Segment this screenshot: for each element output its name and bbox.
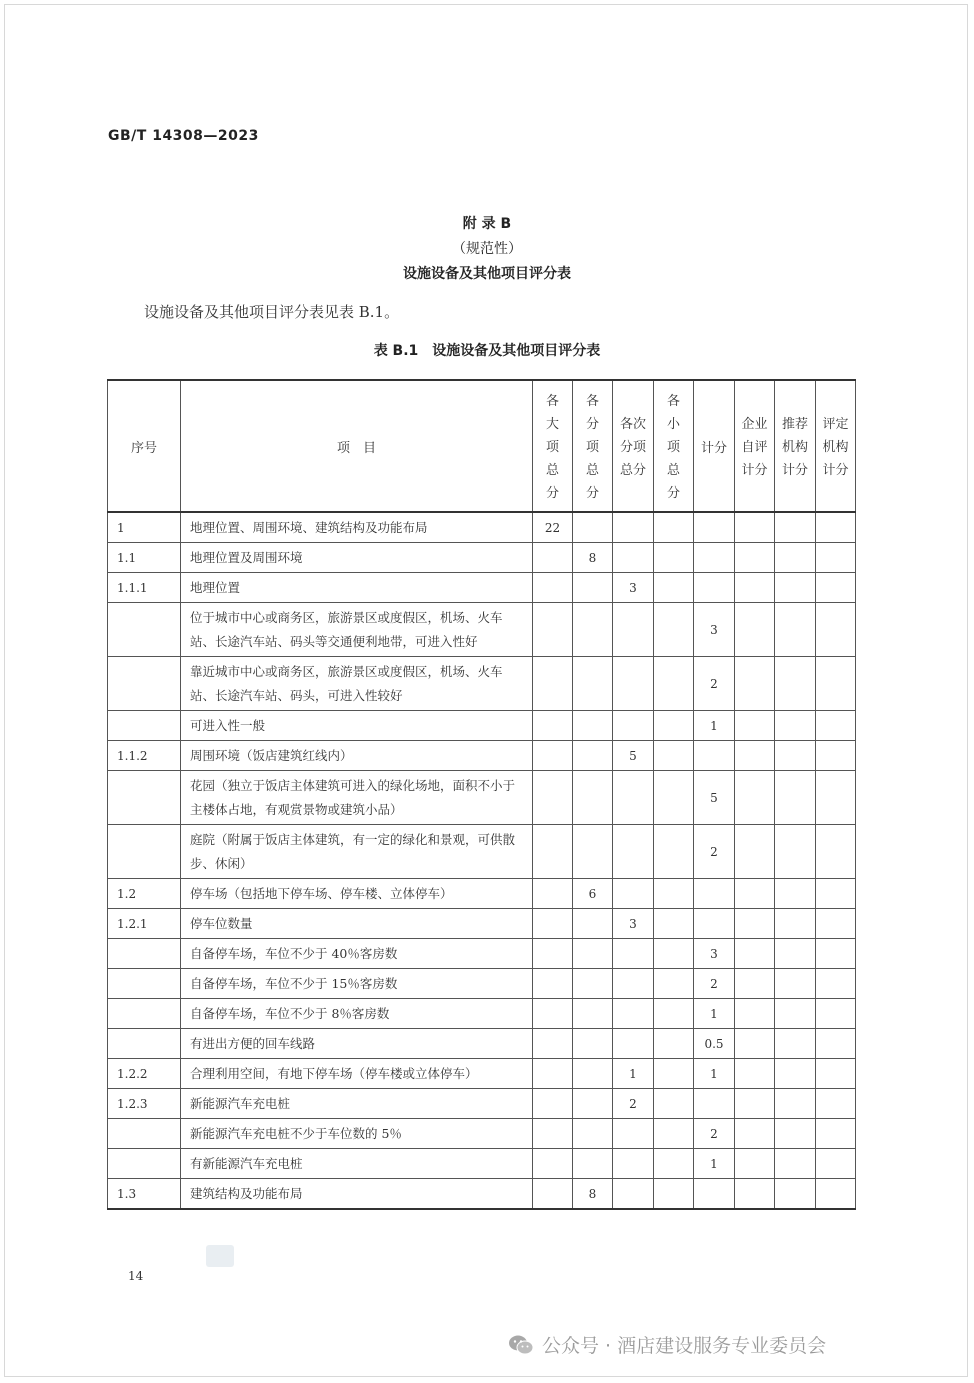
- row-rating: [816, 741, 856, 771]
- header-major-total: 各 大 项 总 分: [533, 380, 573, 512]
- row-secondary-total: [613, 999, 654, 1029]
- intro-paragraph: 设施设备及其他项目评分表见表 B.1。: [144, 303, 400, 321]
- row-item: 周围环境（饭店建筑红线内）: [181, 741, 533, 771]
- row-seq: [108, 1029, 181, 1059]
- row-rating: [816, 909, 856, 939]
- row-seq: [108, 999, 181, 1029]
- header-rating: 评定 机构 计分: [816, 380, 856, 512]
- row-minor-total: [654, 603, 694, 657]
- row-secondary-total: 1: [613, 1059, 654, 1089]
- row-major-total: [533, 771, 573, 825]
- row-minor-total: [654, 879, 694, 909]
- row-score: 2: [694, 657, 735, 711]
- row-score: 2: [694, 825, 735, 879]
- row-minor-total: [654, 543, 694, 573]
- row-secondary-total: 5: [613, 741, 654, 771]
- table-row: [108, 939, 856, 969]
- row-minor-total: [654, 512, 694, 543]
- row-rating: [816, 939, 856, 969]
- row-major-total: [533, 969, 573, 999]
- row-rating: [816, 1179, 856, 1210]
- row-minor-total: [654, 825, 694, 879]
- row-item: 停车位数量: [181, 909, 533, 939]
- row-sub-total: [573, 1089, 613, 1119]
- row-item: 位于城市中心或商务区，旅游景区或度假区，机场、火车站、长途汽车站、码头等交通便利地带，可进入性好: [181, 603, 533, 657]
- row-item: 花园（独立于饭店主体建筑可进入的绿化场地，面积不小于主楼体占地，有观赏景物或建筑小品）: [181, 771, 533, 825]
- row-sub-total: [573, 825, 613, 879]
- row-score: 2: [694, 969, 735, 999]
- row-item: 新能源汽车充电桩不少于车位数的 5％: [181, 1119, 533, 1149]
- row-seq: [108, 1119, 181, 1149]
- row-secondary-total: [613, 1029, 654, 1059]
- row-seq: 1.2.1: [108, 909, 181, 939]
- row-self-eval: [735, 711, 775, 741]
- row-major-total: [533, 657, 573, 711]
- row-recommend: [775, 939, 816, 969]
- watermark-text: 公众号 · 酒店建设服务专业委员会: [542, 1335, 827, 1357]
- row-seq: [108, 711, 181, 741]
- row-minor-total: [654, 1119, 694, 1149]
- row-self-eval: [735, 879, 775, 909]
- row-item: 地理位置及周围环境: [181, 543, 533, 573]
- row-self-eval: [735, 1029, 775, 1059]
- table-row: [108, 543, 856, 573]
- row-minor-total: [654, 999, 694, 1029]
- row-self-eval: [735, 909, 775, 939]
- row-sub-total: [573, 939, 613, 969]
- row-item: 合理利用空间，有地下停车场（停车楼或立体停车）: [181, 1059, 533, 1089]
- row-sub-total: [573, 969, 613, 999]
- row-self-eval: [735, 825, 775, 879]
- table-row: [108, 603, 856, 657]
- row-recommend: [775, 741, 816, 771]
- row-minor-total: [654, 771, 694, 825]
- header-self-eval: 企业 自评 计分: [735, 380, 775, 512]
- row-score: 3: [694, 939, 735, 969]
- row-recommend: [775, 969, 816, 999]
- row-score: 1: [694, 1149, 735, 1179]
- row-seq: 1.2.3: [108, 1089, 181, 1119]
- row-major-total: [533, 999, 573, 1029]
- header-score: 计分: [694, 380, 735, 512]
- row-score: 1: [694, 1059, 735, 1089]
- row-sub-total: [573, 771, 613, 825]
- row-self-eval: [735, 1119, 775, 1149]
- row-major-total: 22: [533, 512, 573, 543]
- table-row: [108, 573, 856, 603]
- row-item: 可进入性一般: [181, 711, 533, 741]
- row-minor-total: [654, 1089, 694, 1119]
- row-rating: [816, 1119, 856, 1149]
- row-self-eval: [735, 1089, 775, 1119]
- row-sub-total: 8: [573, 543, 613, 573]
- row-rating: [816, 771, 856, 825]
- row-score: [694, 909, 735, 939]
- row-score: [694, 512, 735, 543]
- row-rating: [816, 573, 856, 603]
- table-row: [108, 771, 856, 825]
- row-rating: [816, 512, 856, 543]
- row-minor-total: [654, 741, 694, 771]
- row-item: 停车场（包括地下停车场、停车楼、立体停车）: [181, 879, 533, 909]
- wechat-icon: [508, 1334, 534, 1356]
- row-seq: [108, 603, 181, 657]
- row-major-total: [533, 603, 573, 657]
- table-body: [108, 512, 856, 1209]
- row-rating: [816, 603, 856, 657]
- row-rating: [816, 1089, 856, 1119]
- row-rating: [816, 825, 856, 879]
- row-minor-total: [654, 1179, 694, 1210]
- row-rating: [816, 1149, 856, 1179]
- row-recommend: [775, 999, 816, 1029]
- row-sub-total: [573, 999, 613, 1029]
- row-score: 2: [694, 1119, 735, 1149]
- row-recommend: [775, 603, 816, 657]
- row-item: 新能源汽车充电桩: [181, 1089, 533, 1119]
- row-major-total: [533, 543, 573, 573]
- row-seq: [108, 969, 181, 999]
- table-row: [108, 741, 856, 771]
- row-sub-total: 8: [573, 1179, 613, 1210]
- row-self-eval: [735, 771, 775, 825]
- row-score: [694, 879, 735, 909]
- table-row: [108, 657, 856, 711]
- row-recommend: [775, 573, 816, 603]
- row-minor-total: [654, 711, 694, 741]
- row-recommend: [775, 909, 816, 939]
- table-row: [108, 969, 856, 999]
- row-self-eval: [735, 512, 775, 543]
- row-secondary-total: [613, 543, 654, 573]
- row-secondary-total: 3: [613, 573, 654, 603]
- row-minor-total: [654, 969, 694, 999]
- annex-title: 设施设备及其他项目评分表: [403, 266, 571, 282]
- row-self-eval: [735, 1179, 775, 1210]
- row-self-eval: [735, 741, 775, 771]
- row-sub-total: [573, 573, 613, 603]
- row-self-eval: [735, 939, 775, 969]
- row-secondary-total: [613, 969, 654, 999]
- row-major-total: [533, 741, 573, 771]
- row-recommend: [775, 711, 816, 741]
- row-rating: [816, 657, 856, 711]
- table-row: [108, 1059, 856, 1089]
- row-item: 地理位置、周围环境、建筑结构及功能布局: [181, 512, 533, 543]
- row-major-total: [533, 1119, 573, 1149]
- row-seq: 1.2: [108, 879, 181, 909]
- row-item: 自备停车场，车位不少于 40％客房数: [181, 939, 533, 969]
- row-self-eval: [735, 1059, 775, 1089]
- row-secondary-total: [613, 939, 654, 969]
- row-major-total: [533, 1029, 573, 1059]
- row-secondary-total: [613, 825, 654, 879]
- row-score: 1: [694, 711, 735, 741]
- header-seq: 序号: [108, 380, 181, 512]
- table-row: [108, 711, 856, 741]
- row-recommend: [775, 1029, 816, 1059]
- row-major-total: [533, 711, 573, 741]
- table-row: [108, 909, 856, 939]
- row-item: 有新能源汽车充电桩: [181, 1149, 533, 1179]
- row-sub-total: [573, 909, 613, 939]
- row-seq: [108, 939, 181, 969]
- row-score: [694, 1179, 735, 1210]
- table-row: [108, 1029, 856, 1059]
- row-major-total: [533, 879, 573, 909]
- row-recommend: [775, 1179, 816, 1210]
- row-secondary-total: 2: [613, 1089, 654, 1119]
- watermark: [508, 1331, 826, 1358]
- row-major-total: [533, 939, 573, 969]
- row-sub-total: [573, 512, 613, 543]
- row-self-eval: [735, 573, 775, 603]
- row-rating: [816, 1059, 856, 1089]
- row-sub-total: 6: [573, 879, 613, 909]
- row-minor-total: [654, 1149, 694, 1179]
- header-minor-total: 各 小 项 总 分: [654, 380, 694, 512]
- row-recommend: [775, 543, 816, 573]
- row-minor-total: [654, 573, 694, 603]
- table-row: [108, 512, 856, 543]
- row-item: 靠近城市中心或商务区，旅游景区或度假区，机场、火车站、长途汽车站、码头，可进入性较好: [181, 657, 533, 711]
- row-secondary-total: 3: [613, 909, 654, 939]
- row-recommend: [775, 512, 816, 543]
- row-recommend: [775, 879, 816, 909]
- table-row: [108, 1119, 856, 1149]
- row-major-total: [533, 1089, 573, 1119]
- row-secondary-total: [613, 1119, 654, 1149]
- row-major-total: [533, 1179, 573, 1210]
- row-major-total: [533, 909, 573, 939]
- table-row: [108, 1089, 856, 1119]
- scoring-table: [107, 379, 856, 1210]
- row-item: 自备停车场，车位不少于 8％客房数: [181, 999, 533, 1029]
- row-minor-total: [654, 1029, 694, 1059]
- row-self-eval: [735, 999, 775, 1029]
- annex-type: （规范性）: [452, 241, 522, 257]
- row-score: 3: [694, 603, 735, 657]
- row-recommend: [775, 1089, 816, 1119]
- row-sub-total: [573, 1149, 613, 1179]
- row-minor-total: [654, 1059, 694, 1089]
- header-sub-total: 各 分 项 总 分: [573, 380, 613, 512]
- row-major-total: [533, 573, 573, 603]
- table-row: [108, 825, 856, 879]
- row-rating: [816, 1029, 856, 1059]
- row-rating: [816, 999, 856, 1029]
- row-seq: 1.2.2: [108, 1059, 181, 1089]
- row-rating: [816, 879, 856, 909]
- row-secondary-total: [613, 879, 654, 909]
- row-recommend: [775, 1059, 816, 1089]
- row-minor-total: [654, 657, 694, 711]
- row-secondary-total: [613, 1149, 654, 1179]
- row-secondary-total: [613, 512, 654, 543]
- row-sub-total: [573, 711, 613, 741]
- row-seq: 1: [108, 512, 181, 543]
- row-major-total: [533, 825, 573, 879]
- row-score: [694, 741, 735, 771]
- row-secondary-total: [613, 1179, 654, 1210]
- document-code: GB/T 14308—2023: [108, 128, 259, 144]
- header-recommend: 推荐 机构 计分: [775, 380, 816, 512]
- row-major-total: [533, 1059, 573, 1089]
- page-number: 14: [128, 1269, 144, 1283]
- row-recommend: [775, 657, 816, 711]
- row-minor-total: [654, 909, 694, 939]
- row-seq: 1.3: [108, 1179, 181, 1210]
- row-sub-total: [573, 603, 613, 657]
- table-row: [108, 999, 856, 1029]
- row-sub-total: [573, 1059, 613, 1089]
- row-seq: 1.1: [108, 543, 181, 573]
- row-score: 5: [694, 771, 735, 825]
- row-seq: [108, 825, 181, 879]
- row-sub-total: [573, 741, 613, 771]
- row-seq: [108, 1149, 181, 1179]
- header-item: 项 目: [181, 380, 533, 512]
- row-item: 地理位置: [181, 573, 533, 603]
- row-seq: [108, 771, 181, 825]
- row-item: 自备停车场，车位不少于 15％客房数: [181, 969, 533, 999]
- table-caption: 表 B.1 设施设备及其他项目评分表: [373, 343, 601, 359]
- row-self-eval: [735, 543, 775, 573]
- row-self-eval: [735, 603, 775, 657]
- header-secondary-total: 各次 分项 总分: [613, 380, 654, 512]
- row-recommend: [775, 771, 816, 825]
- row-minor-total: [654, 939, 694, 969]
- row-rating: [816, 543, 856, 573]
- table-row: [108, 1179, 856, 1210]
- row-recommend: [775, 1149, 816, 1179]
- row-item: 有进出方便的回车线路: [181, 1029, 533, 1059]
- annex-label: 附 录 B: [462, 216, 512, 232]
- row-secondary-total: [613, 603, 654, 657]
- row-recommend: [775, 1119, 816, 1149]
- row-secondary-total: [613, 771, 654, 825]
- row-seq: 1.1.1: [108, 573, 181, 603]
- stamp-mark: [206, 1245, 234, 1267]
- row-rating: [816, 711, 856, 741]
- row-item: 建筑结构及功能布局: [181, 1179, 533, 1210]
- row-self-eval: [735, 1149, 775, 1179]
- row-seq: 1.1.2: [108, 741, 181, 771]
- header-row: [108, 380, 856, 512]
- row-secondary-total: [613, 657, 654, 711]
- row-sub-total: [573, 1119, 613, 1149]
- row-secondary-total: [613, 711, 654, 741]
- row-major-total: [533, 1149, 573, 1179]
- row-recommend: [775, 825, 816, 879]
- row-item: 庭院（附属于饭店主体建筑，有一定的绿化和景观，可供散步、休闲）: [181, 825, 533, 879]
- row-score: 0.5: [694, 1029, 735, 1059]
- row-self-eval: [735, 657, 775, 711]
- row-seq: [108, 657, 181, 711]
- row-rating: [816, 969, 856, 999]
- row-sub-total: [573, 1029, 613, 1059]
- row-self-eval: [735, 969, 775, 999]
- table-row: [108, 879, 856, 909]
- table-row: [108, 1149, 856, 1179]
- row-score: 1: [694, 999, 735, 1029]
- row-score: [694, 1089, 735, 1119]
- row-score: [694, 573, 735, 603]
- row-sub-total: [573, 657, 613, 711]
- row-score: [694, 543, 735, 573]
